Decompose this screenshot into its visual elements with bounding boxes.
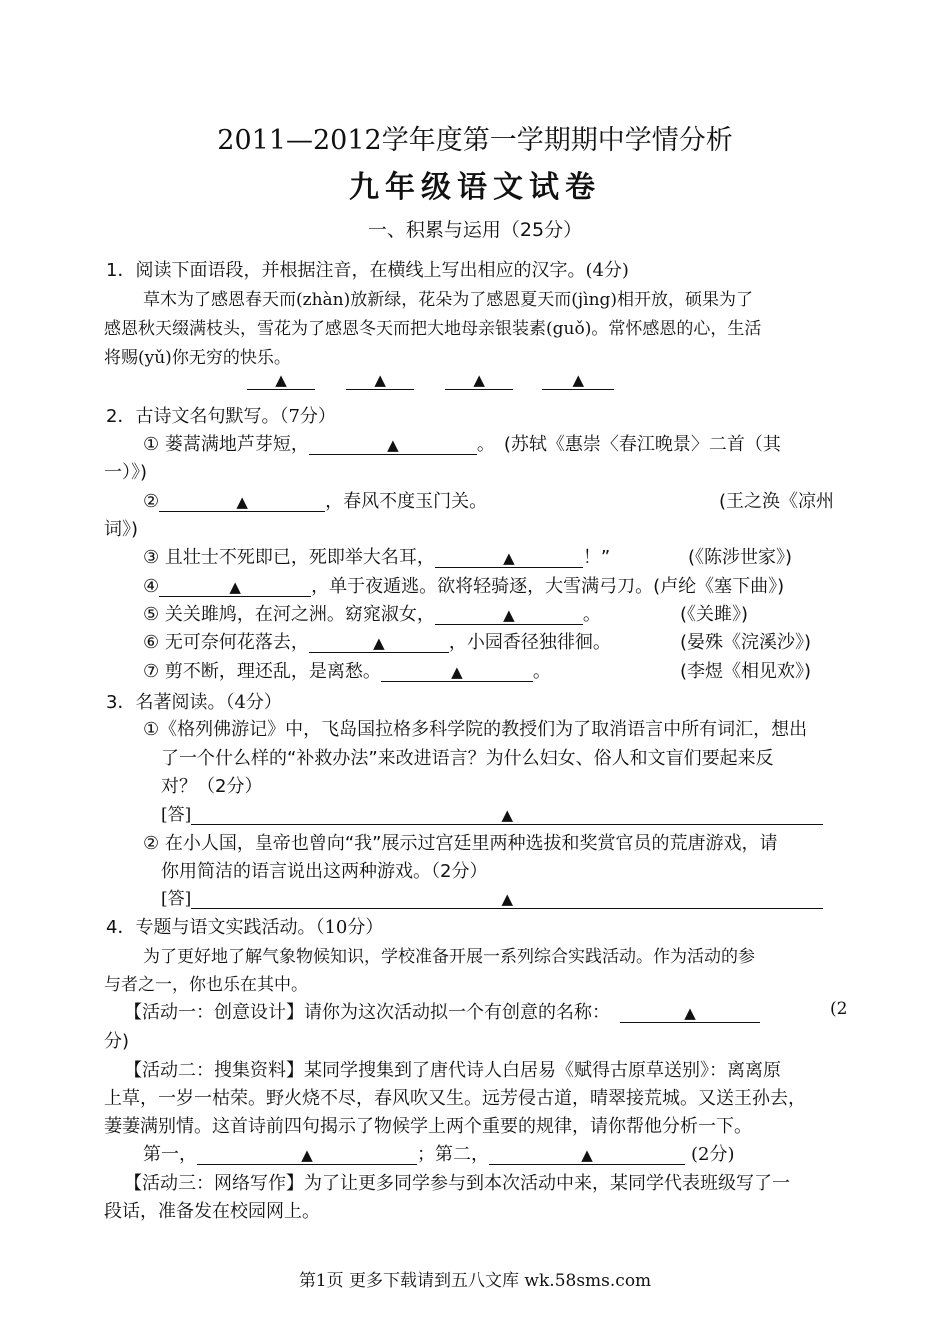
q2-l6-text2: ，小园香径独徘徊。 [448, 632, 611, 653]
activity1-score-tail: 分) [104, 1031, 130, 1052]
exam-title: 2011—2012学年度第一学期期中学情分析 [217, 125, 733, 156]
triangle-icon: ▲ [473, 371, 485, 389]
q4-activity3-line1: 【活动三：网络写作】为了让更多同学参与到本次活动中来，某同学代表班级写了一 [124, 1173, 790, 1194]
triangle-icon: ▲ [451, 663, 463, 681]
answer-label: [答] [161, 805, 192, 825]
q2-l5-source: (《关雎》) [680, 604, 749, 625]
q4-activity2-line2: 上草，一岁一枯荣。野火烧不尽，春风吹又生。远芳侵古道，晴翠接荒城。又送王孙去， [104, 1088, 806, 1109]
q2-l3-text: ③ 且壮士不死即已，死即举大名耳， [143, 547, 435, 568]
q1-passage-line2: 感恩秋天缀满枝头，雪花为了感恩冬天而把大地母亲银装素(guǒ)。常怀感恩的心，生活 [104, 319, 762, 339]
q2-blank-6[interactable] [309, 634, 449, 653]
triangle-icon: ▲ [503, 549, 515, 567]
triangle-icon: ▲ [501, 890, 514, 908]
q1-heading [106, 256, 629, 282]
q2-line-7 [143, 657, 551, 683]
q3-answer-line-2[interactable] [191, 890, 823, 909]
q2-l3-source: (《陈涉世家》) [688, 547, 793, 568]
q3-answer-1 [161, 800, 823, 825]
q1-blank-3[interactable] [445, 371, 513, 390]
q2-blank-7[interactable] [381, 663, 533, 682]
q2-l7-text: ⑦ 剪不断，理还乱，是离愁。 [143, 661, 381, 682]
activity2-score: (2分) [691, 1144, 735, 1165]
exam-subtitle: 九年级语文试卷 [349, 170, 601, 205]
q1-passage-line3: 将赐(yǔ)你无穷的快乐。 [104, 348, 291, 368]
q2-l4-num: ④ [143, 576, 160, 597]
q3-sub1-line2: 了一个什么样的“补救办法”来改进语言？为什么妇女、俗人和文盲们要起来反 [161, 748, 774, 769]
page-footer: 第1页 更多下载请到五八文库 wk.58sms.com [298, 1271, 652, 1291]
q4-prompt: 专题与语文实践活动。 [135, 917, 316, 938]
q2-l4-text: ，单于夜遁逃。欲将轻骑逐，大雪满弓刀。(卢纶《塞下曲》) [311, 576, 785, 597]
q4-number: 4． [106, 917, 136, 938]
q1-prompt: 阅读下面语段，并根据注音，在横线上写出相应的汉字。 [135, 260, 586, 281]
q4-score: （10分） [315, 917, 384, 938]
q2-line-4 [143, 572, 784, 598]
q2-blank-1[interactable] [309, 436, 477, 455]
q2-l5-text: ⑤ 关关雎鸠，在河之洲。窈窕淑女， [143, 604, 435, 625]
second-label: ；第二， [417, 1144, 489, 1165]
q2-line-6 [143, 628, 611, 654]
q1-blank-4[interactable] [542, 371, 614, 390]
triangle-icon: ▲ [275, 371, 287, 389]
section-heading: 一、积累与运用（25分） [367, 219, 583, 241]
q2-blank-2[interactable] [159, 493, 325, 512]
triangle-icon: ▲ [387, 436, 399, 454]
first-label: 第一， [143, 1144, 197, 1165]
q4-intro-line2: 与者之一，你也乐在其中。 [104, 975, 308, 995]
q2-l7-source: (李煜《相见欢》) [680, 661, 812, 682]
triangle-icon: ▲ [374, 371, 386, 389]
answer-label: [答] [161, 889, 192, 909]
q1-passage-line1: 草木为了感恩春天而(zhàn)放新绿，花朵为了感恩夏天而(jìng)相开放，硕果为了 [143, 290, 754, 310]
triangle-icon: ▲ [373, 634, 385, 652]
triangle-icon: ▲ [503, 606, 515, 624]
q4-activity2-line1: 【活动二：搜集资料】某同学搜集到了唐代诗人白居易《赋得古原草送别》：离离原 [124, 1060, 781, 1081]
q3-answer-line-1[interactable] [191, 806, 823, 825]
triangle-icon: ▲ [229, 578, 241, 596]
triangle-icon: ▲ [684, 1004, 696, 1022]
q2-l1-source: 。 (苏轼《惠崇〈春江晚景〉二首（其 [476, 434, 781, 455]
q3-number: 3． [106, 692, 136, 713]
q2-heading [106, 402, 336, 428]
triangle-icon: ▲ [581, 1146, 593, 1164]
q3-sub1-line1: ①《格列佛游记》中，飞岛国拉格多科学院的教授们为了取消语言中所有词汇，想出 [143, 719, 808, 740]
q2-l2-source: (王之涣《凉州 [719, 491, 835, 512]
q2-line-5 [143, 600, 601, 626]
activity1-score: (2 [830, 999, 848, 1019]
q2-l2-num: ② [143, 491, 160, 512]
q2-line-2-cont: 词》) [104, 519, 139, 540]
triangle-icon: ▲ [236, 493, 248, 511]
q2-number: 2． [106, 406, 136, 427]
activity2-blank-2[interactable] [489, 1146, 685, 1165]
triangle-icon: ▲ [501, 806, 514, 824]
q4-heading [106, 913, 383, 939]
q2-score: （7分） [279, 406, 336, 427]
q3-heading [106, 688, 282, 714]
q2-l6-text: ⑥ 无可奈何花落去， [143, 632, 309, 653]
q1-number: 1． [106, 260, 136, 281]
q1-score: (4分) [585, 260, 629, 281]
q1-blank-1[interactable] [247, 371, 315, 390]
q2-blank-4[interactable] [159, 578, 311, 597]
q1-blank-2[interactable] [346, 371, 414, 390]
q2-l2-text: ，春风不度玉门关。 [325, 491, 488, 512]
q2-line-3 [143, 543, 610, 569]
triangle-icon: ▲ [301, 1146, 313, 1164]
q3-score: （4分） [225, 692, 282, 713]
q2-l5-end: 。 [582, 604, 601, 625]
q2-l6-source: (晏殊《浣溪沙》) [680, 632, 812, 653]
q4-intro-line1: 为了更好地了解气象物候知识，学校准备开展一系列综合实践活动。作为活动的参 [143, 947, 755, 967]
q2-l1-text: ① 蒌蒿满地芦芽短， [143, 434, 309, 455]
q3-sub1-line3: 对？（2分） [161, 776, 263, 797]
activity1-text: 【活动一：创意设计】请你为这次活动拟一个有创意的名称： [124, 1002, 610, 1023]
q2-blank-3[interactable] [435, 549, 583, 568]
q3-answer-2 [161, 884, 823, 909]
activity2-answers [143, 1140, 735, 1166]
q2-l3-end: ！” [582, 547, 611, 568]
activity1-blank[interactable] [620, 1004, 760, 1023]
q2-blank-5[interactable] [435, 606, 583, 625]
q2-l7-end: 。 [532, 661, 551, 682]
q3-sub2-line1: ② 在小人国，皇帝也曾向“我”展示过宫廷里两种选拔和奖赏官员的荒唐游戏，请 [143, 833, 778, 854]
q4-activity3-line2: 段话，准备发在校园网上。 [104, 1201, 320, 1222]
q3-prompt: 名著阅读。 [135, 692, 226, 713]
q4-activity2-line3: 萋萋满别情。这首诗前四句揭示了物候学上两个重要的规律，请你帮他分析一下。 [104, 1116, 752, 1137]
activity2-blank-1[interactable] [197, 1146, 417, 1165]
q2-line-2 [143, 487, 487, 513]
triangle-icon: ▲ [572, 371, 585, 389]
q2-prompt: 古诗文名句默写。 [135, 406, 280, 427]
q2-line-1 [143, 430, 781, 456]
q3-sub2-line2: 你用简洁的语言说出这两种游戏。（2分） [161, 861, 488, 882]
q1-answer-blanks [247, 370, 614, 390]
q4-activity1 [124, 998, 760, 1024]
q2-line-1-cont: 一）》) [104, 462, 148, 483]
